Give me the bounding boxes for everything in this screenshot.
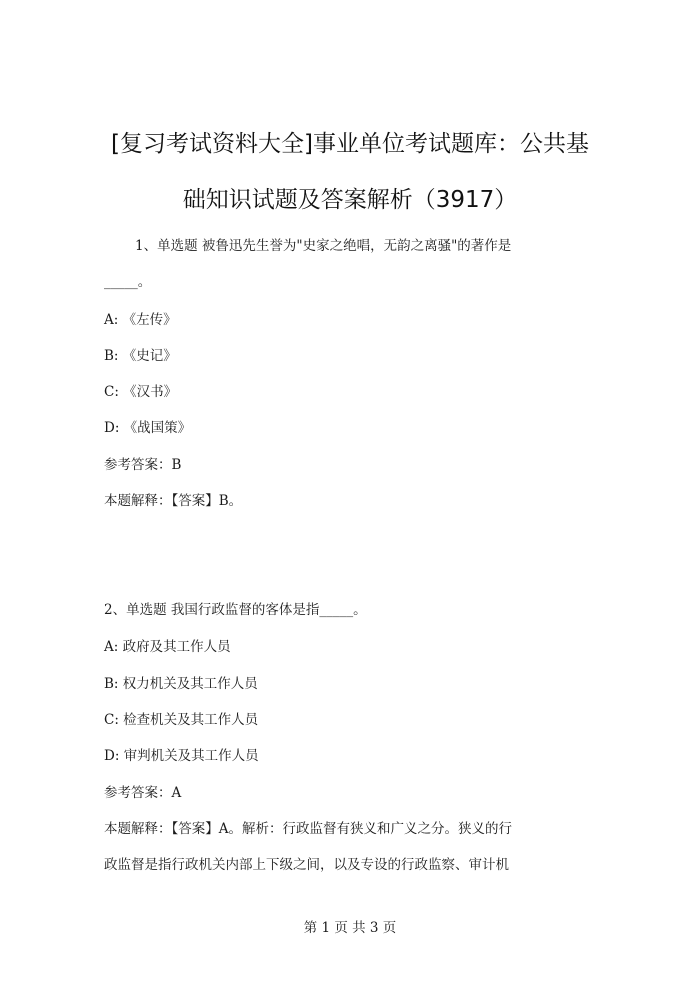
question-2-option-d: D: 审判机关及其工作人员 (104, 748, 259, 764)
question-2-option-b: B: 权力机关及其工作人员 (104, 676, 258, 692)
question-1-option-b: B: 《史记》 (104, 348, 177, 364)
question-1-stem: 1、单选题 被鲁迅先生誉为"史家之绝唱，无韵之离骚"的著作是 (135, 238, 512, 254)
question-2-option-c: C: 检查机关及其工作人员 (104, 712, 259, 728)
question-2-stem: 2、单选题 我国行政监督的客体是指_____。 (104, 602, 367, 618)
question-1-option-a: A: 《左传》 (104, 312, 177, 328)
question-1-option-c: C: 《汉书》 (104, 384, 178, 400)
question-1-answer: 参考答案：B (104, 457, 182, 473)
document-title-line-2: 础知识试题及答案解析（3917） (182, 187, 518, 213)
question-1-stem-blank: _____。 (104, 274, 152, 290)
question-1-explanation: 本题解释：【答案】B。 (104, 493, 243, 509)
document-title-line-1: [复习考试资料大全]事业单位考试题库：公共基 (111, 131, 589, 157)
question-2-answer: 参考答案：A (104, 785, 182, 801)
question-1-option-d: D: 《战国策》 (104, 420, 192, 436)
page-number-footer: 第 1 页 共 3 页 (303, 920, 397, 936)
question-2-explanation-line-1: 本题解释：【答案】A。解析：行政监督有狭义和广义之分。狭义的行 (104, 821, 512, 837)
question-2-option-a: A: 政府及其工作人员 (104, 639, 231, 655)
question-2-explanation-line-2: 政监督是指行政机关内部上下级之间，以及专设的行政监察、审计机 (104, 857, 509, 873)
